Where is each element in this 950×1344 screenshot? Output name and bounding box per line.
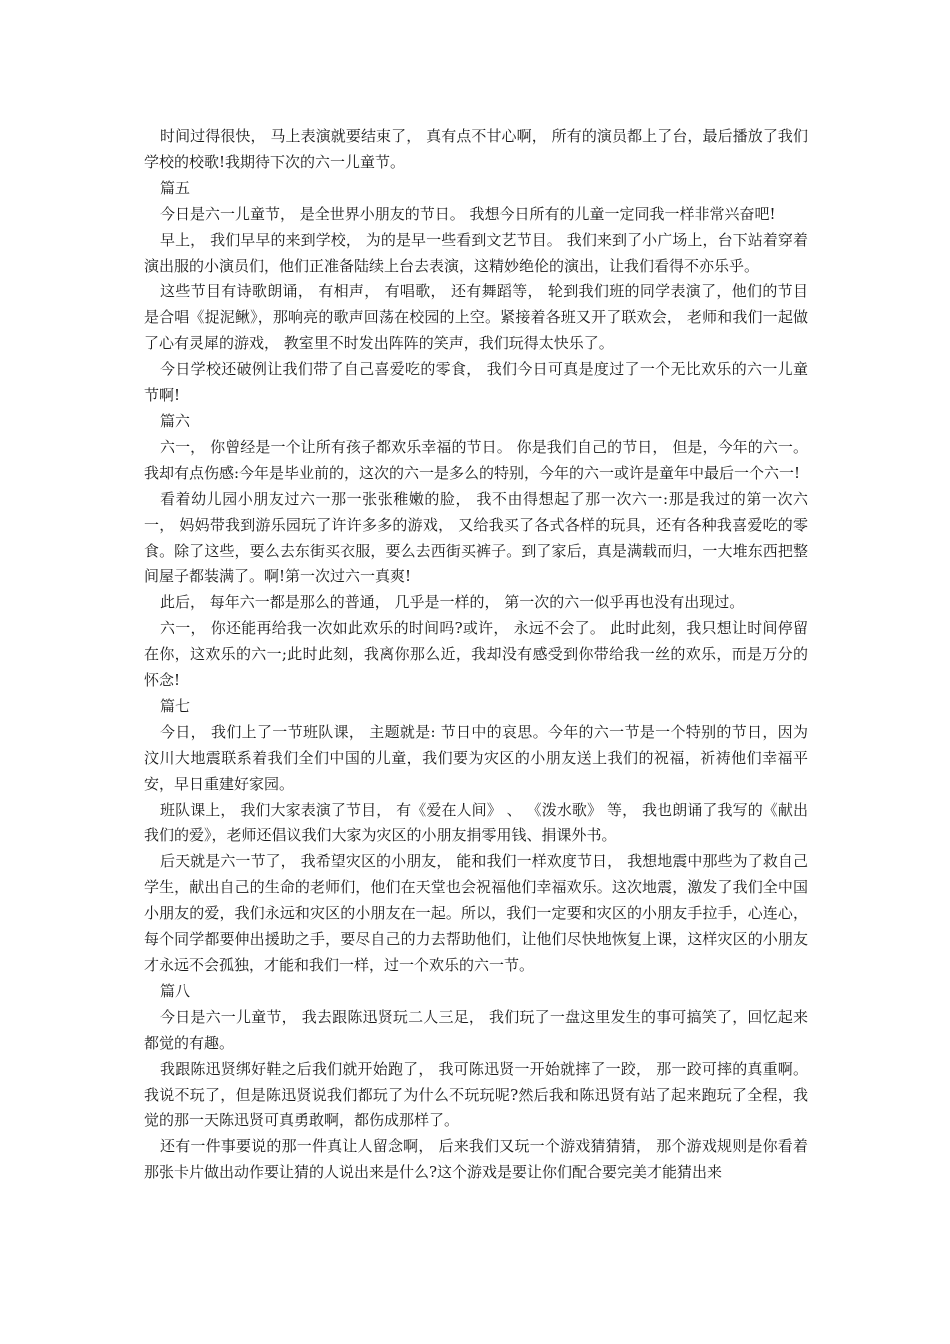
section-heading: 篇八	[160, 981, 191, 1000]
paragraph: 班队课上， 我们大家表演了节目， 有《爱在人间》 、 《泼水歌》 等， 我也朗诵了我写的《献出我们的爱》，老师还倡议我们大家为灾区的小朋友捐零用钱、捐课外书。	[144, 800, 808, 845]
section-heading: 篇七	[160, 696, 191, 715]
paragraph: 今日是六一儿童节， 我去跟陈迅贤玩二人三足， 我们玩了一盘这里发生的事可搞笑了，回忆起来都觉的有趣。	[144, 1007, 808, 1052]
paragraph: 我跟陈迅贤绑好鞋之后我们就开始跑了， 我可陈迅贤一开始就摔了一跤， 那一跤可摔的真重啊。我说不玩了，但是陈迅贤说我们都玩了为什么不玩玩呢?然后我和陈迅贤有站了起来跑玩了全程，我觉的那一天陈迅贤可真勇敢啊，都伤成那样了。	[144, 1059, 808, 1130]
paragraph: 六一， 你曾经是一个让所有孩子都欢乐幸福的节日。 你是我们自己的节日， 但是，今年的六一。我却有点伤感:今年是毕业前的，这次的六一是多么的特别，今年的六一或许是童年中最后一个六一!	[144, 437, 808, 482]
paragraph: 此后， 每年六一都是那么的普通， 几乎是一样的， 第一次的六一似乎再也没有出现过。	[160, 593, 745, 612]
section-heading: 篇六	[160, 411, 191, 430]
paragraph: 还有一件事要说的那一件真让人留念啊， 后来我们又玩一个游戏猜猜猜， 那个游戏规则是你看着那张卡片做出动作要让猜的人说出来是什么?这个游戏是要让你们配合要完美才能猜出来	[144, 1137, 808, 1182]
paragraph: 今日是六一儿童节， 是全世界小朋友的节日。 我想今日所有的儿童一定同我一样非常兴奋吧!	[160, 204, 776, 223]
paragraph: 今日学校还破例让我们带了自己喜爱吃的零食， 我们今日可真是度过了一个无比欢乐的六一儿童节啊!	[144, 360, 808, 405]
paragraph: 早上， 我们早早的来到学校， 为的是早一些看到文艺节目。 我们来到了小广场上，台下站着穿着演出服的小演员们，他们正准备陆续上台去表演，这精妙绝伦的演出，让我们看得不亦乐乎。	[144, 230, 808, 275]
paragraph: 今日， 我们上了一节班队课， 主题就是: 节日中的哀思。今年的六一节是一个特别的节日，因为汶川大地震联系着我们全们中国的儿童，我们要为灾区的小朋友送上我们的祝福，祈祷他们幸福平安，早日重建好家园。	[144, 722, 808, 793]
paragraph: 六一， 你还能再给我一次如此欢乐的时间吗?或许， 永远不会了。 此时此刻，我只想让时间停留在你，这欢乐的六一;此时此刻，我离你那么近，我却没有感受到你带给我一丝的欢乐，而是万分的怀念!	[144, 619, 808, 690]
paragraph: 这些节目有诗歌朗诵， 有相声， 有唱歌， 还有舞蹈等， 轮到我们班的同学表演了，他们的节目是合唱《捉泥鳅》，那响亮的歌声回荡在校园的上空。紧接着各班又开了联欢会， 老师和我们一起做了心有灵犀的游戏， 教室里不时发出阵阵的笑声，我们玩得太快乐了。	[144, 282, 808, 353]
section-heading: 篇五	[160, 178, 191, 197]
document-body	[144, 124, 808, 1186]
paragraph: 看着幼儿园小朋友过六一那一张张稚嫩的脸， 我不由得想起了那一次六一:那是我过的第一次六一， 妈妈带我到游乐园玩了许许多多的游戏， 又给我买了各式各样的玩具，还有各种我喜爱吃的零食。除了这些，要么去东街买衣服，要么去西街买裤子。到了家后，真是满载而归，一大堆东西把整间屋子都装满了。啊!第一次过六一真爽!	[144, 489, 808, 586]
paragraph: 时间过得很快， 马上表演就要结束了， 真有点不甘心啊， 所有的演员都上了台，最后播放了我们学校的校歌!我期待下次的六一儿童节。	[144, 127, 808, 171]
paragraph: 后天就是六一节了， 我希望灾区的小朋友， 能和我们一样欢度节日， 我想地震中那些为了救自己学生，献出自己的生命的老师们，他们在天堂也会祝福他们幸福欢乐。这次地震，激发了我们全中国小朋友的爱，我们永远和灾区的小朋友在一起。所以，我们一定要和灾区的小朋友手拉手，心连心，每个同学都要伸出援助之手，要尽自己的力去帮助他们，让他们尽快地恢复上课，这样灾区的小朋友才永远不会孤独，才能和我们一样，过一个欢乐的六一节。	[144, 852, 808, 974]
